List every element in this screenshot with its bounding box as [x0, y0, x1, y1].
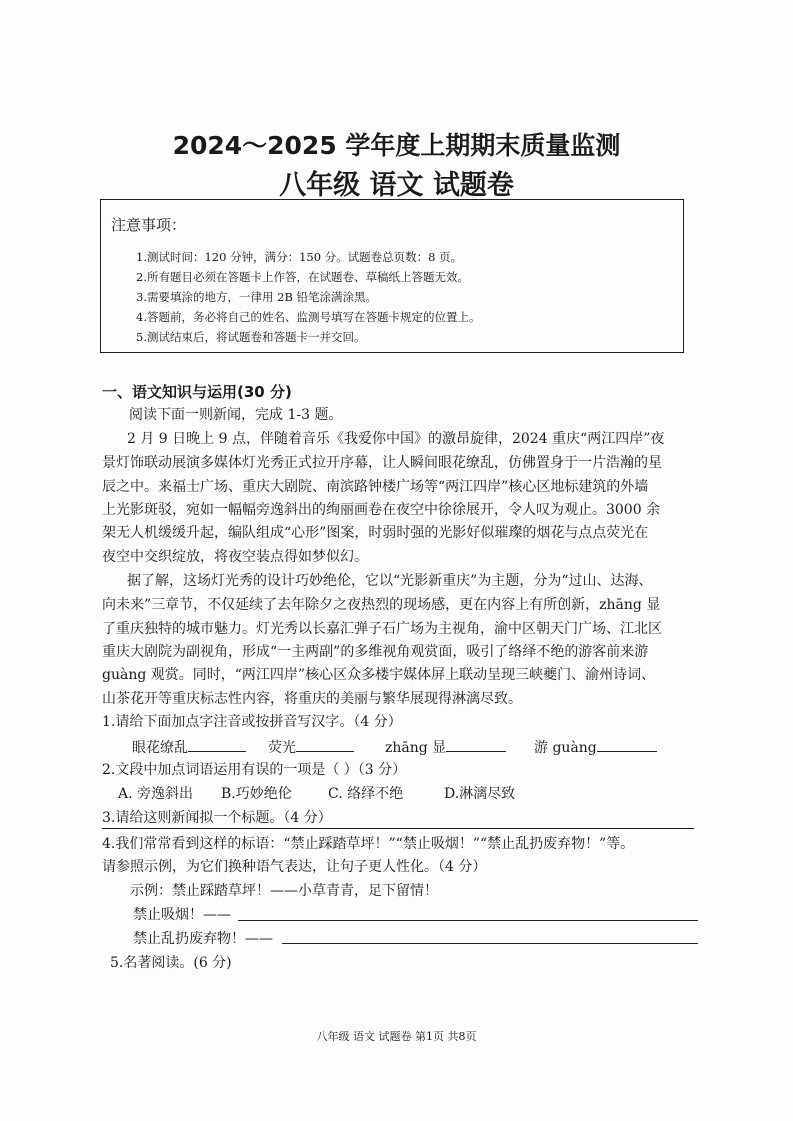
- passage-line: 景灯饰联动展演多媒体灯光秀正式拉开序幕，让人瞬间眼花缭乱，仿佛置身于一片浩瀚的星: [102, 455, 662, 471]
- question-1: 1.请给下面加点字注音或按拼音写汉字。（4 分）: [102, 714, 402, 730]
- passage-line: 辰之中。来福士广场、重庆大剧院、南滨路钟楼广场等“两江四岸”核心区地标建筑的外墙: [102, 479, 649, 495]
- notice-item: 1.测试时间：120 分钟，满分：150 分。试题卷总页数：8 页。: [136, 250, 463, 264]
- notice-item: 5.测试结束后，将试题卷和答题卡一并交回。: [136, 330, 366, 344]
- passage-line: 夜空中交织绽放，将夜空装点得如梦似幻。: [102, 549, 368, 565]
- passage-line: 据了解，这场灯光秀的设计巧妙绝伦，它以“光影新重庆”为主题，分为“过山、达海、: [127, 573, 653, 589]
- q1-item-4: [534, 737, 657, 757]
- q1-item-3: [385, 737, 506, 757]
- notice-heading: 注意事项：: [111, 216, 187, 234]
- q4-answer-line-b[interactable]: [282, 943, 698, 944]
- question-4-line2: 请参照示例，为它们换种语气表达，让句子更人性化。（4 分）: [102, 859, 487, 875]
- q1-word: 荧光: [268, 740, 296, 756]
- passage-line: 上光影斑驳，宛如一幅幅旁逸斜出的绚丽画卷在夜空中徐徐展开，令人叹为观止。3000 余: [102, 502, 661, 518]
- passage-line: 重庆大剧院为副视角，形成“一主两副”的多维视角观赏面，吸引了络绎不绝的游客前来游: [102, 644, 649, 660]
- q2-option-a[interactable]: A. 旁逸斜出: [118, 786, 194, 802]
- q1-word: 眼花缭乱: [132, 740, 188, 756]
- question-2: 2.文段中加点词语运用有误的一项是（ ）（3 分）: [102, 762, 407, 778]
- question-4-line1: 4.我们常常看到这样的标语：“禁止踩踏草坪！”“禁止吸烟！”“禁止乱扔废弃物！”等。: [102, 836, 635, 852]
- passage-line: guàng 观赏。同时，“两江四岸”核心区众多楼宇媒体屏上联动呈现三峡夔门、渝州诗词、: [102, 667, 656, 683]
- q3-answer-line[interactable]: [102, 828, 694, 829]
- q4-prompt-b: 禁止乱扔废弃物！——: [133, 931, 273, 947]
- passage-line: 山茶花开等重庆标志性内容，将重庆的美丽与繁华展现得淋漓尽致。: [102, 691, 522, 707]
- page-footer: 八年级 语文 试题卷 第1页 共8页: [316, 1030, 477, 1043]
- q2-option-b[interactable]: B.巧妙绝伦: [221, 786, 292, 802]
- q4-example: 示例：禁止踩踏草坪！——小草青青，足下留情！: [130, 883, 438, 899]
- q2-option-d[interactable]: D.淋漓尽致: [444, 786, 516, 802]
- notice-box: [100, 199, 684, 353]
- passage-line: 2 月 9 日晚上 9 点，伴随着音乐《我爱你中国》的激昂旋律，2024 重庆“两江四岸”夜: [127, 431, 665, 447]
- section-heading: 一、语文知识与运用(30 分): [102, 383, 292, 401]
- answer-blank[interactable]: [188, 737, 246, 752]
- q2-option-c[interactable]: C. 络绎不绝: [328, 786, 404, 802]
- notice-item: 3.需要填涂的地方，一律用 2B 铅笔涂满涂黑。: [136, 290, 378, 304]
- exam-title-line1: 2024～2025 学年度上期期末质量监测: [172, 131, 621, 160]
- passage-line: 了重庆独特的城市魅力。灯光秀以长嘉汇弹子石广场为主视角，渝中区朝天门广场、江北区: [102, 621, 662, 637]
- answer-blank[interactable]: [597, 737, 657, 752]
- q4-prompt-a: 禁止吸烟！——: [133, 907, 231, 923]
- exam-title-line2: 八年级 语文 试题卷: [279, 170, 514, 201]
- section-instruction: 阅读下面一则新闻，完成 1-3 题。: [129, 407, 343, 423]
- q4-answer-line-a[interactable]: [238, 920, 698, 921]
- passage-line: 向未来”三章节，不仅延续了去年除夕之夜热烈的现场感，更在内容上有所创新，zhāng 显: [102, 597, 661, 613]
- notice-item: 4.答题前，务必将自己的姓名、监测号填写在答题卡规定的位置上。: [136, 310, 481, 324]
- q1-word: zhāng 显: [385, 740, 447, 756]
- question-5: 5.名著阅读。(6 分): [110, 955, 232, 971]
- answer-blank[interactable]: [296, 737, 354, 752]
- passage-line: 架无人机缓缓升起，编队组成“心形”图案，时弱时强的光影好似璀璨的烟花与点点荧光在: [102, 525, 649, 541]
- q1-item-1: [132, 737, 246, 757]
- notice-item: 2.所有题目必须在答题卡上作答，在试题卷、草稿纸上答题无效。: [136, 270, 469, 284]
- question-3: 3.请给这则新闻拟一个标题。（4 分）: [102, 810, 332, 826]
- q1-item-2: [268, 737, 354, 757]
- answer-blank[interactable]: [446, 737, 506, 752]
- q1-word: 游 guàng: [534, 740, 597, 756]
